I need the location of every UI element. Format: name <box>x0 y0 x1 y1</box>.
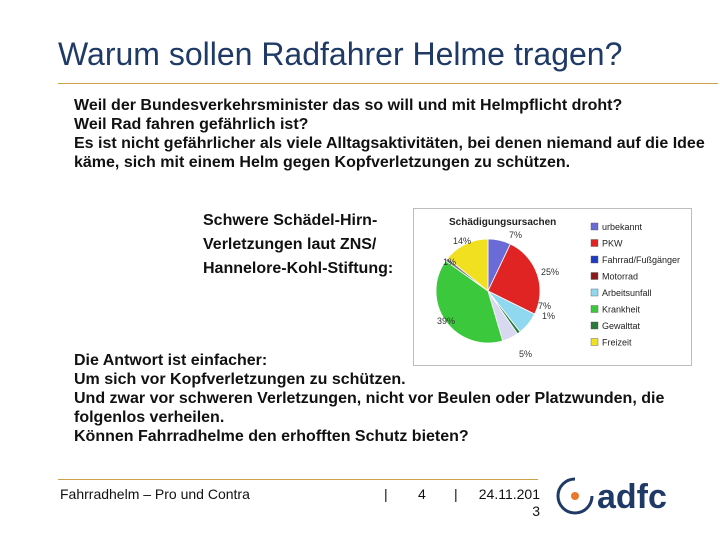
pie-label: 39% <box>437 316 456 326</box>
intro-line-2: Weil Rad fahren gefährlich ist? <box>74 116 309 133</box>
legend-label: urbekannt <box>602 222 643 232</box>
footer-date <box>478 486 540 520</box>
adfc-logo <box>553 466 703 526</box>
intro-text <box>74 96 714 172</box>
source-line-1: Schwere Schädel-Hirn- <box>203 212 378 229</box>
legend-swatch <box>591 289 598 296</box>
page-number: 4 <box>418 486 426 502</box>
footer-divider <box>58 479 538 480</box>
footer-title: Fahrradhelm – Pro und Contra <box>60 486 250 502</box>
pie-label: 1% <box>443 257 457 267</box>
answer-line-1: Die Antwort ist einfacher: <box>74 352 268 369</box>
legend-label: Motorrad <box>602 271 639 282</box>
footer-date-line-2: 3 <box>532 503 540 519</box>
title-divider <box>58 83 718 84</box>
legend-label: Arbeitsunfall <box>602 288 652 298</box>
pie-label: 7% <box>509 230 523 240</box>
pie-label: 5% <box>519 349 533 359</box>
answer-line-3: Und zwar vor schweren Verletzungen, nicht vor Beulen oder Platzwunden, die folgenlos verheilen. <box>74 390 665 426</box>
pie-label: 14% <box>453 236 472 246</box>
answer-line-4: Können Fahrradhelme den erhofften Schutz bieten? <box>74 428 469 445</box>
legend-swatch <box>591 322 598 329</box>
chart-title: Schädigungsursachen <box>449 217 557 228</box>
legend-swatch <box>591 306 598 313</box>
pie-label: 1% <box>542 311 556 321</box>
intro-line-1: Weil der Bundesverkehrsminister das so will und mit Helmpflicht droht? <box>74 97 623 114</box>
source-text <box>203 209 393 281</box>
legend-swatch <box>591 273 598 280</box>
legend-label: Fahrrad/Fußgänger <box>602 255 681 265</box>
answer-line-2: Um sich vor Kopfverletzungen zu schützen. <box>74 371 406 388</box>
legend-swatch <box>591 339 598 346</box>
footer-separator: | <box>454 486 458 502</box>
slide-title: Warum sollen Radfahrer Helme tragen? <box>58 36 623 72</box>
pie-slices <box>436 239 540 343</box>
legend-swatch <box>591 240 598 247</box>
legend-swatch <box>591 223 598 230</box>
legend-label: Krankheit <box>602 304 641 315</box>
source-line-3: Hannelore-Kohl-Stiftung: <box>203 260 394 277</box>
legend-label: Freizeit <box>602 337 632 348</box>
legend-label: Gewalttat <box>602 321 641 331</box>
answer-text <box>74 351 674 446</box>
pie-label: 25% <box>541 267 560 277</box>
logo-dot-icon <box>571 492 579 500</box>
pie-chart <box>413 208 692 366</box>
legend-swatch <box>591 256 598 263</box>
legend-label: PKW <box>602 238 623 249</box>
footer-separator: | <box>384 486 388 502</box>
footer-date-line-1: 24.11.201 <box>478 486 540 502</box>
logo-text: adfc <box>597 478 667 516</box>
source-line-2: Verletzungen laut ZNS/ <box>203 236 377 253</box>
intro-line-3: Es ist nicht gefährlicher als viele Alltagsaktivitäten, bei denen niemand auf die Idee käme, sich mit einem Helm gegen Kopfverletzungen zu schützen. <box>74 135 705 171</box>
pie-label: 7% <box>538 301 552 311</box>
